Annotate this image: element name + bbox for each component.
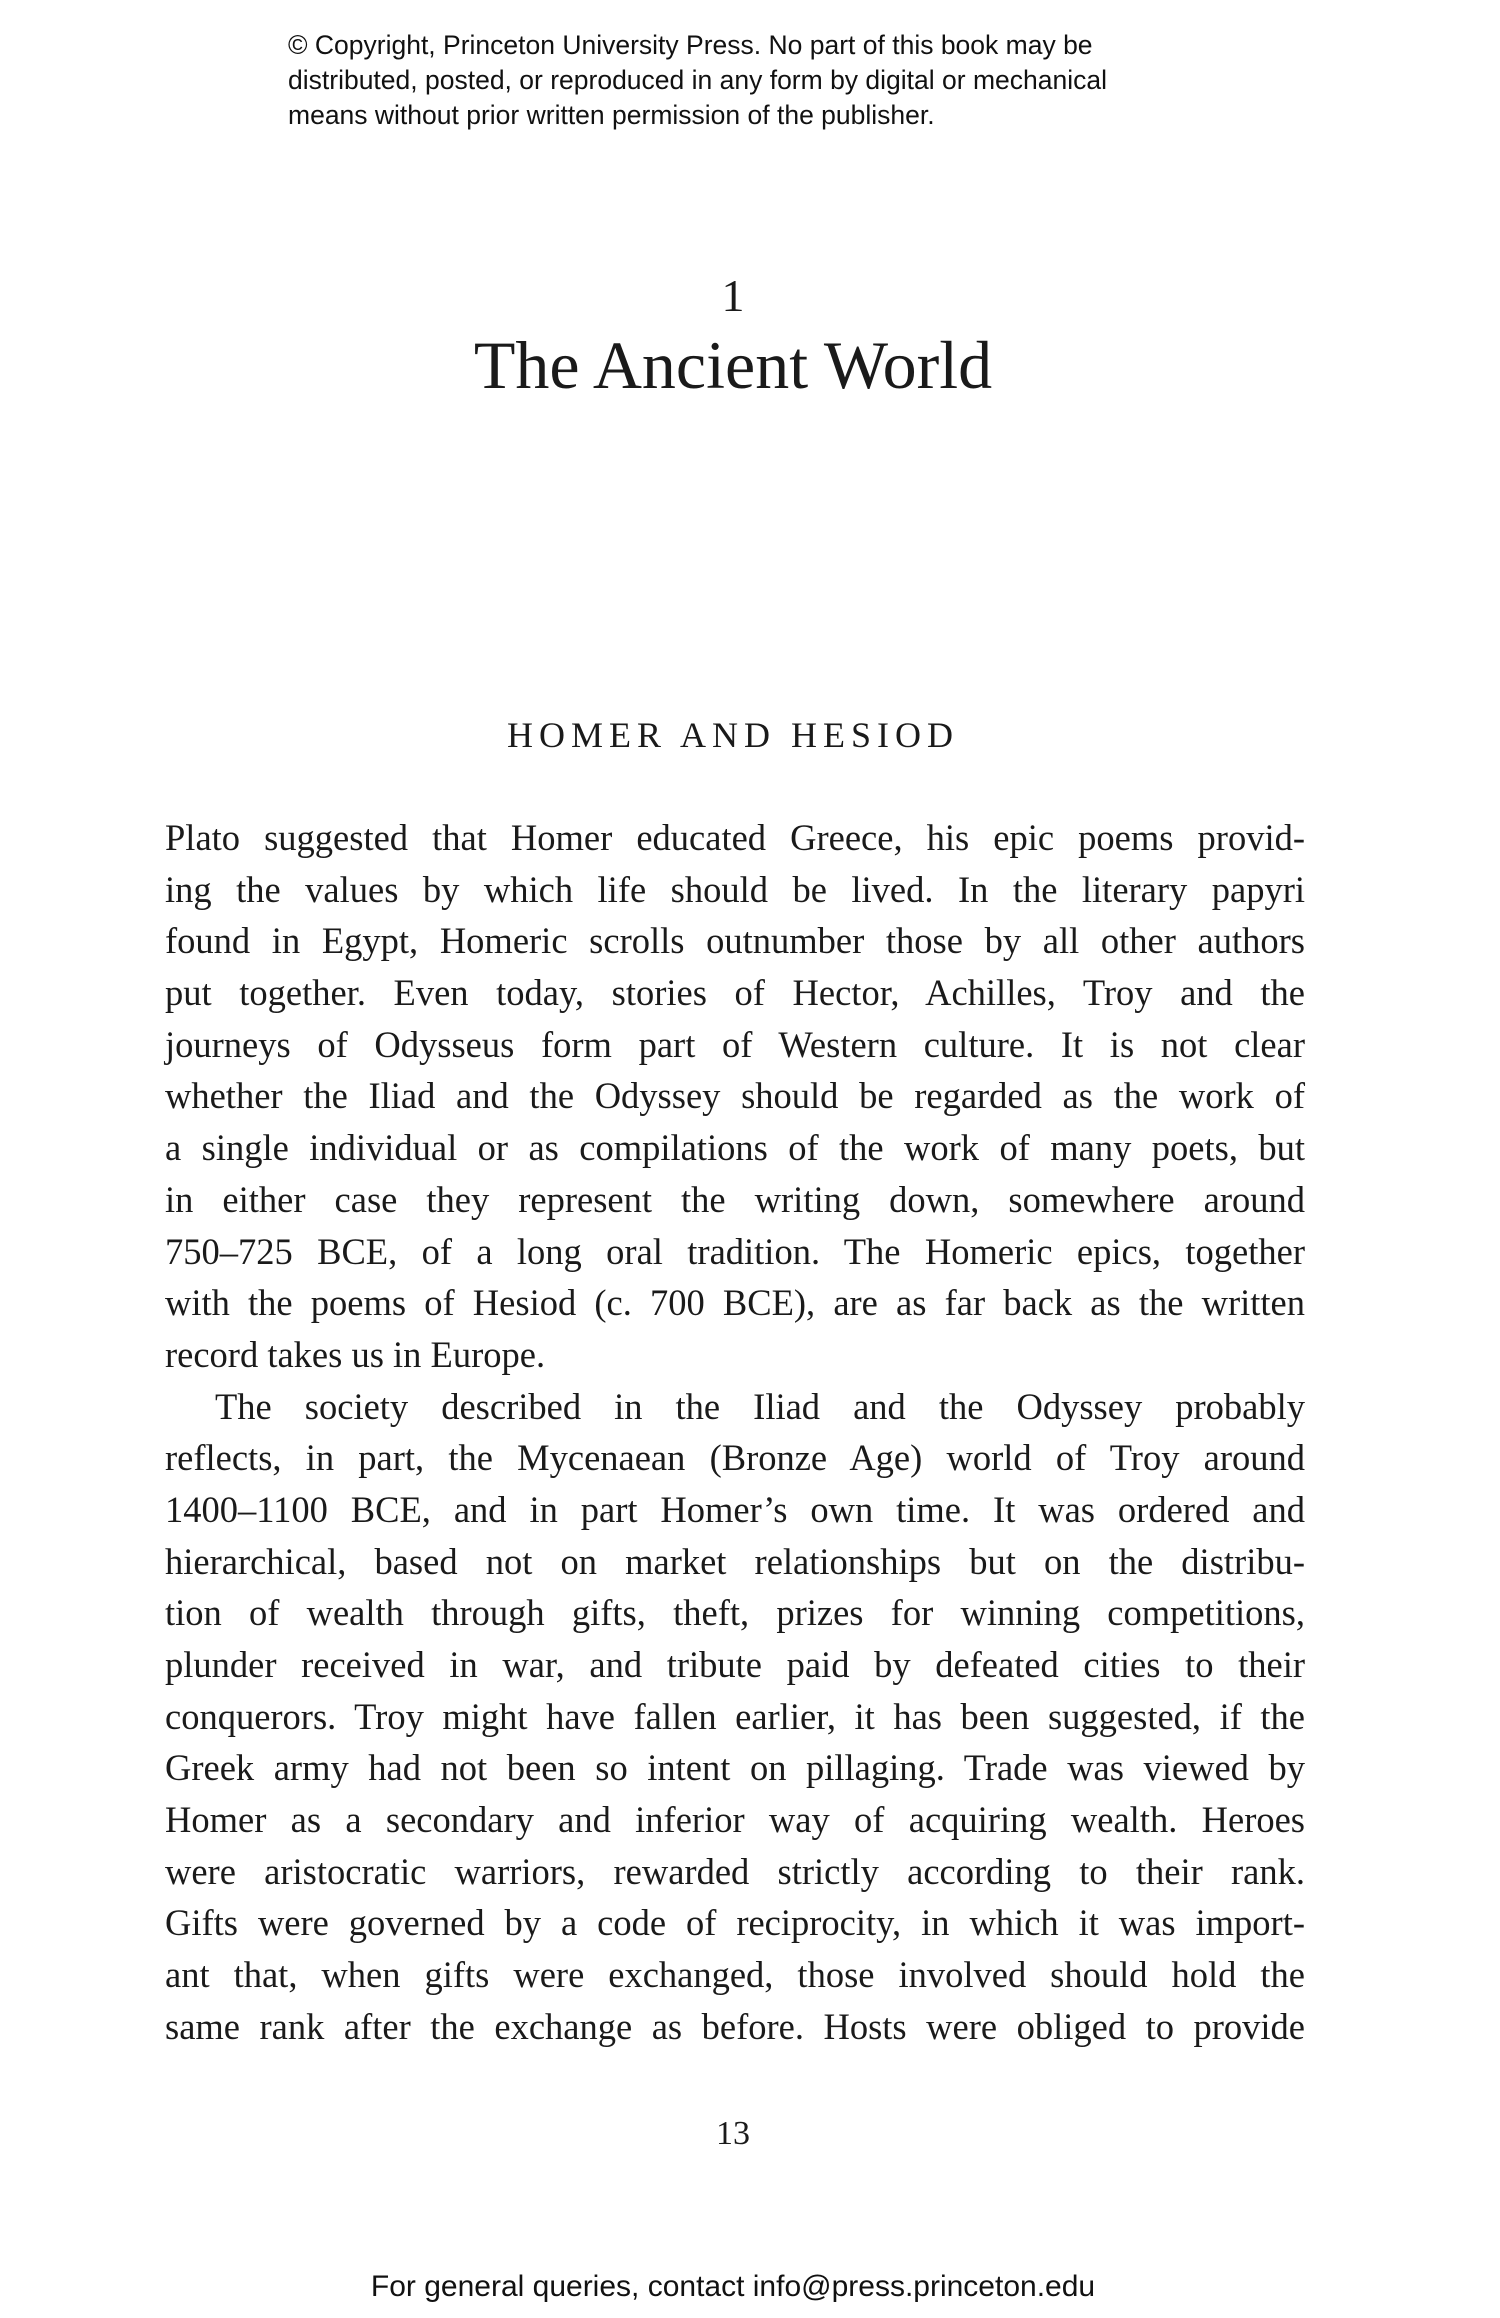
section-heading: HOMER AND HESIOD bbox=[506, 715, 959, 755]
text-line: The society described in the Iliad and the Odyssey probably bbox=[215, 1385, 1305, 1427]
text-line: journeys of Odysseus form part of Western culture. It is not clear bbox=[165, 1023, 1305, 1065]
text-line: were aristocratic warriors, rewarded strictly according to their rank. bbox=[165, 1850, 1305, 1892]
copyright-line: distributed, posted, or reproduced in any form by digital or mechanical bbox=[288, 65, 1107, 95]
body-text bbox=[165, 812, 1305, 2053]
chapter-title: The Ancient World bbox=[473, 327, 993, 403]
text-line: same rank after the exchange as before. Hosts were obliged to provide bbox=[165, 2005, 1305, 2047]
text-line: 1400–1100 BCE, and in part Homer’s own time. It was ordered and bbox=[165, 1488, 1305, 1530]
text-line: with the poems of Hesiod (c. 700 BCE), are as far back as the written bbox=[165, 1282, 1305, 1324]
text-line: Plato suggested that Homer educated Greece, his epic poems provid- bbox=[165, 817, 1305, 858]
text-line: whether the Iliad and the Odyssey should be regarded as the work of bbox=[165, 1075, 1305, 1117]
text-line: Greek army had not been so intent on pillaging. Trade was viewed by bbox=[165, 1747, 1305, 1789]
chapter-number: 1 bbox=[721, 270, 745, 321]
copyright-line: © Copyright, Princeton University Press. No part of this book may be bbox=[288, 30, 1093, 60]
text-line: conquerors. Troy might have fallen earlier, it has been suggested, if the bbox=[165, 1695, 1305, 1737]
text-line: Homer as a secondary and inferior way of acquiring wealth. Heroes bbox=[165, 1799, 1305, 1841]
text-line: found in Egypt, Homeric scrolls outnumber those by all other authors bbox=[165, 920, 1305, 962]
copyright-notice bbox=[288, 28, 1288, 133]
text-line: Gifts were governed by a code of reciprocity, in which it was import- bbox=[165, 1902, 1305, 1944]
text-line: in either case they represent the writing down, somewhere around bbox=[165, 1178, 1305, 1220]
copyright-line: means without prior written permission of the publisher. bbox=[288, 100, 935, 130]
text-line: ing the values by which life should be lived. In the literary papyri bbox=[165, 868, 1305, 910]
text-line: a single individual or as compilations of the work of many poets, but bbox=[165, 1127, 1305, 1169]
text-line: ant that, when gifts were exchanged, those involved should hold the bbox=[165, 1954, 1305, 1996]
text-line: put together. Even today, stories of Hector, Achilles, Troy and the bbox=[165, 972, 1305, 1014]
text-line: plunder received in war, and tribute paid by defeated cities to their bbox=[165, 1644, 1305, 1685]
text-line: hierarchical, based not on market relationships but on the distribu- bbox=[165, 1540, 1305, 1582]
text-line: 750–725 BCE, of a long oral tradition. The Homeric epics, together bbox=[165, 1230, 1305, 1272]
paragraph bbox=[165, 812, 1305, 1381]
paragraph bbox=[165, 1381, 1305, 2053]
text-line: reflects, in part, the Mycenaean (Bronze Age) world of Troy around bbox=[165, 1437, 1305, 1479]
page-number: 13 bbox=[716, 2115, 750, 2152]
text-line: tion of wealth through gifts, theft, prizes for winning competitions, bbox=[165, 1592, 1305, 1634]
footer-contact: For general queries, contact info@press.princeton.edu bbox=[370, 2270, 1096, 2303]
text-line: record takes us in Europe. bbox=[165, 1333, 546, 1375]
